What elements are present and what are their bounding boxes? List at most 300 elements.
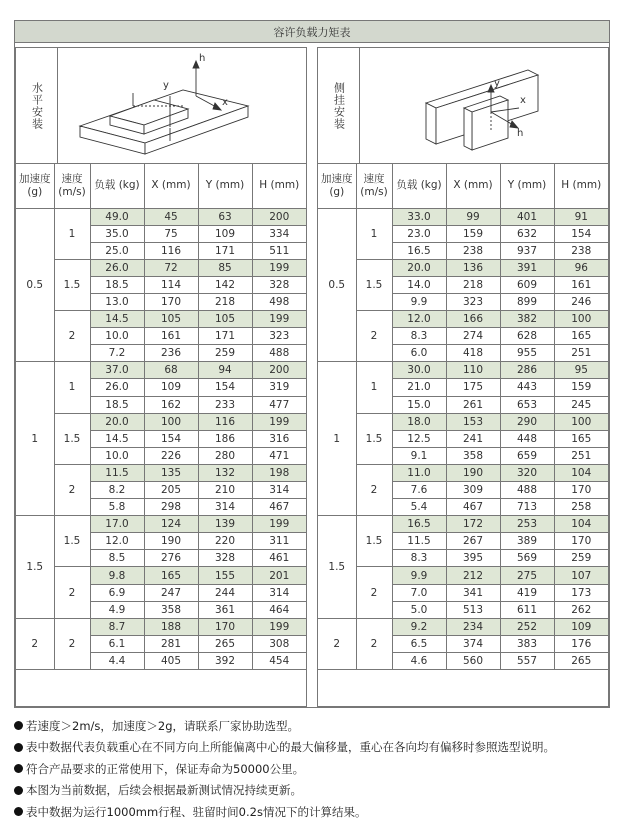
speed-cell: 1 bbox=[356, 362, 392, 413]
x-cell: 560 bbox=[446, 652, 500, 669]
speed-cell: 1 bbox=[54, 208, 90, 259]
x-cell: 175 bbox=[446, 379, 500, 396]
x-cell: 281 bbox=[144, 635, 198, 652]
y-cell: 105 bbox=[198, 311, 252, 328]
axis-label-x: x bbox=[520, 95, 526, 106]
h-cell: 477 bbox=[252, 396, 306, 413]
y-cell: 389 bbox=[500, 533, 554, 550]
load-cell: 4.6 bbox=[392, 652, 446, 669]
load-cell: 20.0 bbox=[392, 259, 446, 276]
speed-cell: 2 bbox=[356, 464, 392, 515]
x-cell: 68 bbox=[144, 362, 198, 379]
x-cell: 170 bbox=[144, 293, 198, 310]
bullet-icon bbox=[14, 786, 23, 795]
axis-label-x: x bbox=[222, 97, 228, 108]
h-cell: 201 bbox=[252, 567, 306, 584]
speed-cell: 2 bbox=[54, 464, 90, 515]
speed-cell: 1 bbox=[356, 208, 392, 259]
x-cell: 75 bbox=[144, 225, 198, 242]
x-cell: 105 bbox=[144, 311, 198, 328]
y-cell: 713 bbox=[500, 499, 554, 516]
x-cell: 276 bbox=[144, 550, 198, 567]
speed-cell: 2 bbox=[356, 311, 392, 362]
load-cell: 14.5 bbox=[90, 430, 144, 447]
y-cell: 170 bbox=[198, 618, 252, 635]
load-cell: 5.4 bbox=[392, 499, 446, 516]
h-cell: 265 bbox=[554, 652, 608, 669]
load-cell: 25.0 bbox=[90, 242, 144, 259]
h-cell: 199 bbox=[252, 413, 306, 430]
load-cell: 14.5 bbox=[90, 311, 144, 328]
x-cell: 161 bbox=[144, 328, 198, 345]
y-cell: 628 bbox=[500, 328, 554, 345]
y-cell: 116 bbox=[198, 413, 252, 430]
note-item bbox=[14, 801, 614, 823]
h-cell: 154 bbox=[554, 225, 608, 242]
column-header: X (mm) bbox=[144, 164, 198, 208]
table-row bbox=[16, 208, 306, 225]
speed-cell: 1.5 bbox=[356, 516, 392, 567]
h-cell: 165 bbox=[554, 430, 608, 447]
x-cell: 467 bbox=[446, 499, 500, 516]
y-cell: 401 bbox=[500, 208, 554, 225]
y-cell: 443 bbox=[500, 379, 554, 396]
panel-side bbox=[317, 47, 609, 707]
y-cell: 259 bbox=[198, 345, 252, 362]
h-cell: 159 bbox=[554, 379, 608, 396]
y-cell: 659 bbox=[500, 447, 554, 464]
load-cell: 33.0 bbox=[392, 208, 446, 225]
x-cell: 135 bbox=[144, 464, 198, 481]
h-cell: 323 bbox=[252, 328, 306, 345]
x-cell: 247 bbox=[144, 584, 198, 601]
h-cell: 319 bbox=[252, 379, 306, 396]
h-cell: 104 bbox=[554, 464, 608, 481]
y-cell: 361 bbox=[198, 601, 252, 618]
diagram-row bbox=[318, 48, 608, 164]
h-cell: 262 bbox=[554, 601, 608, 618]
side-mount-illustration bbox=[360, 48, 608, 164]
speed-cell: 2 bbox=[54, 567, 90, 618]
load-cell: 9.9 bbox=[392, 567, 446, 584]
y-cell: 419 bbox=[500, 584, 554, 601]
load-cell: 8.3 bbox=[392, 550, 446, 567]
h-cell: 488 bbox=[252, 345, 306, 362]
table-row bbox=[318, 208, 608, 225]
table-row bbox=[318, 618, 608, 635]
h-cell: 176 bbox=[554, 635, 608, 652]
load-cell: 20.0 bbox=[90, 413, 144, 430]
y-cell: 210 bbox=[198, 482, 252, 499]
load-cell: 7.0 bbox=[392, 584, 446, 601]
load-cell: 17.0 bbox=[90, 516, 144, 533]
h-cell: 511 bbox=[252, 242, 306, 259]
h-cell: 107 bbox=[554, 567, 608, 584]
table-row bbox=[16, 464, 306, 481]
x-cell: 241 bbox=[446, 430, 500, 447]
load-cell: 10.0 bbox=[90, 447, 144, 464]
load-moment-table bbox=[14, 20, 610, 708]
y-cell: 94 bbox=[198, 362, 252, 379]
bullet-icon bbox=[14, 721, 23, 730]
y-cell: 488 bbox=[500, 482, 554, 499]
y-cell: 383 bbox=[500, 635, 554, 652]
h-cell: 245 bbox=[554, 396, 608, 413]
y-cell: 955 bbox=[500, 345, 554, 362]
x-cell: 136 bbox=[446, 259, 500, 276]
h-cell: 308 bbox=[252, 635, 306, 652]
table-row bbox=[318, 516, 608, 533]
horizontal-mount-illustration bbox=[58, 48, 306, 164]
load-cell: 10.0 bbox=[90, 328, 144, 345]
h-cell: 199 bbox=[252, 311, 306, 328]
column-header: 速度 (m/s) bbox=[54, 164, 90, 208]
y-cell: 220 bbox=[198, 533, 252, 550]
axis-label-y: y bbox=[163, 80, 169, 91]
bullet-icon bbox=[14, 743, 23, 752]
load-cell: 5.0 bbox=[392, 601, 446, 618]
x-cell: 298 bbox=[144, 499, 198, 516]
acceleration-cell: 0.5 bbox=[318, 208, 356, 362]
y-cell: 155 bbox=[198, 567, 252, 584]
x-cell: 236 bbox=[144, 345, 198, 362]
acceleration-cell: 1.5 bbox=[16, 516, 54, 619]
load-cell: 8.3 bbox=[392, 328, 446, 345]
x-cell: 226 bbox=[144, 447, 198, 464]
x-cell: 218 bbox=[446, 276, 500, 293]
table-row bbox=[16, 413, 306, 430]
speed-cell: 2 bbox=[356, 567, 392, 618]
speed-cell: 2 bbox=[54, 311, 90, 362]
y-cell: 557 bbox=[500, 652, 554, 669]
column-header: H (mm) bbox=[554, 164, 608, 208]
x-cell: 166 bbox=[446, 311, 500, 328]
load-cell: 16.5 bbox=[392, 242, 446, 259]
h-cell: 454 bbox=[252, 652, 306, 669]
h-cell: 238 bbox=[554, 242, 608, 259]
speed-cell: 1.5 bbox=[54, 413, 90, 464]
speed-cell: 1.5 bbox=[356, 259, 392, 310]
column-header: 加速度 (g) bbox=[16, 164, 54, 208]
table-row bbox=[318, 464, 608, 481]
y-cell: 154 bbox=[198, 379, 252, 396]
note-item bbox=[14, 715, 614, 737]
y-cell: 171 bbox=[198, 328, 252, 345]
speed-cell: 1.5 bbox=[54, 516, 90, 567]
h-cell: 328 bbox=[252, 276, 306, 293]
y-cell: 142 bbox=[198, 276, 252, 293]
y-cell: 569 bbox=[500, 550, 554, 567]
load-cell: 23.0 bbox=[392, 225, 446, 242]
h-cell: 100 bbox=[554, 413, 608, 430]
speed-cell: 1.5 bbox=[356, 413, 392, 464]
load-cell: 12.5 bbox=[392, 430, 446, 447]
mount-label-cell bbox=[16, 48, 58, 164]
note-text: 符合产品要求的正常使用下，保证寿命为50000公里。 bbox=[26, 761, 305, 776]
bullet-icon bbox=[14, 764, 23, 773]
x-cell: 395 bbox=[446, 550, 500, 567]
table-row bbox=[318, 259, 608, 276]
x-cell: 190 bbox=[144, 533, 198, 550]
x-cell: 159 bbox=[446, 225, 500, 242]
y-cell: 252 bbox=[500, 618, 554, 635]
load-cell: 15.0 bbox=[392, 396, 446, 413]
h-cell: 246 bbox=[554, 293, 608, 310]
bullet-icon bbox=[14, 807, 23, 816]
y-cell: 937 bbox=[500, 242, 554, 259]
load-cell: 35.0 bbox=[90, 225, 144, 242]
note-item bbox=[14, 737, 614, 759]
load-cell: 37.0 bbox=[90, 362, 144, 379]
load-cell: 49.0 bbox=[90, 208, 144, 225]
load-cell: 9.8 bbox=[90, 567, 144, 584]
h-cell: 311 bbox=[252, 533, 306, 550]
y-cell: 186 bbox=[198, 430, 252, 447]
speed-cell: 2 bbox=[54, 618, 90, 669]
y-cell: 171 bbox=[198, 242, 252, 259]
acceleration-cell: 2 bbox=[16, 618, 54, 669]
load-cell: 9.9 bbox=[392, 293, 446, 310]
load-cell: 26.0 bbox=[90, 259, 144, 276]
data-table bbox=[16, 164, 306, 670]
h-cell: 100 bbox=[554, 311, 608, 328]
load-cell: 11.5 bbox=[90, 464, 144, 481]
x-cell: 162 bbox=[144, 396, 198, 413]
table-row bbox=[16, 362, 306, 379]
column-header: 速度 (m/s) bbox=[356, 164, 392, 208]
x-cell: 358 bbox=[144, 601, 198, 618]
y-cell: 632 bbox=[500, 225, 554, 242]
load-cell: 18.0 bbox=[392, 413, 446, 430]
x-cell: 153 bbox=[446, 413, 500, 430]
y-cell: 290 bbox=[500, 413, 554, 430]
load-cell: 18.5 bbox=[90, 276, 144, 293]
speed-cell: 1 bbox=[54, 362, 90, 413]
panel-horizontal bbox=[15, 47, 307, 707]
x-cell: 45 bbox=[144, 208, 198, 225]
y-cell: 286 bbox=[500, 362, 554, 379]
acceleration-cell: 1 bbox=[318, 362, 356, 516]
axis-label-h: h bbox=[199, 53, 206, 64]
h-cell: 104 bbox=[554, 516, 608, 533]
acceleration-cell: 1 bbox=[16, 362, 54, 516]
note-text: 表中数据为运行1000mm行程、驻留时间0.2s情况下的计算结果。 bbox=[26, 804, 367, 819]
y-cell: 392 bbox=[198, 652, 252, 669]
load-cell: 4.9 bbox=[90, 601, 144, 618]
y-cell: 63 bbox=[198, 208, 252, 225]
load-cell: 8.7 bbox=[90, 618, 144, 635]
x-cell: 124 bbox=[144, 516, 198, 533]
load-cell: 16.5 bbox=[392, 516, 446, 533]
speed-cell: 2 bbox=[356, 618, 392, 669]
load-cell: 4.4 bbox=[90, 652, 144, 669]
y-cell: 218 bbox=[198, 293, 252, 310]
column-header: Y (mm) bbox=[500, 164, 554, 208]
h-cell: 91 bbox=[554, 208, 608, 225]
h-cell: 170 bbox=[554, 482, 608, 499]
x-cell: 267 bbox=[446, 533, 500, 550]
y-cell: 233 bbox=[198, 396, 252, 413]
table-row bbox=[16, 311, 306, 328]
x-cell: 172 bbox=[446, 516, 500, 533]
acceleration-cell: 2 bbox=[318, 618, 356, 669]
x-cell: 116 bbox=[144, 242, 198, 259]
data-table bbox=[318, 164, 608, 670]
column-header: Y (mm) bbox=[198, 164, 252, 208]
table-row bbox=[16, 618, 306, 635]
h-cell: 199 bbox=[252, 618, 306, 635]
x-cell: 109 bbox=[144, 379, 198, 396]
h-cell: 170 bbox=[554, 533, 608, 550]
note-text: 表中数据代表负载重心在不同方向上所能偏离中心的最大偏移量，重心在各向均有偏移时参照选型说明。 bbox=[26, 740, 555, 755]
h-cell: 199 bbox=[252, 516, 306, 533]
x-cell: 110 bbox=[446, 362, 500, 379]
y-cell: 109 bbox=[198, 225, 252, 242]
load-cell: 13.0 bbox=[90, 293, 144, 310]
y-cell: 275 bbox=[500, 567, 554, 584]
load-cell: 6.5 bbox=[392, 635, 446, 652]
table-title: 容许负载力矩表 bbox=[15, 21, 609, 43]
load-cell: 6.0 bbox=[392, 345, 446, 362]
table-row bbox=[16, 567, 306, 584]
x-cell: 190 bbox=[446, 464, 500, 481]
x-cell: 238 bbox=[446, 242, 500, 259]
load-cell: 7.6 bbox=[392, 482, 446, 499]
horizontal-mount-diagram bbox=[58, 48, 306, 164]
x-cell: 274 bbox=[446, 328, 500, 345]
h-cell: 200 bbox=[252, 362, 306, 379]
h-cell: 198 bbox=[252, 464, 306, 481]
load-cell: 9.2 bbox=[392, 618, 446, 635]
x-cell: 234 bbox=[446, 618, 500, 635]
y-cell: 328 bbox=[198, 550, 252, 567]
h-cell: 334 bbox=[252, 225, 306, 242]
load-cell: 6.1 bbox=[90, 635, 144, 652]
load-cell: 5.8 bbox=[90, 499, 144, 516]
side-mount-diagram bbox=[360, 48, 608, 164]
load-cell: 12.0 bbox=[392, 311, 446, 328]
h-cell: 251 bbox=[554, 345, 608, 362]
load-cell: 8.5 bbox=[90, 550, 144, 567]
y-cell: 85 bbox=[198, 259, 252, 276]
axis-label-y: y bbox=[494, 78, 500, 89]
h-cell: 258 bbox=[554, 499, 608, 516]
load-cell: 26.0 bbox=[90, 379, 144, 396]
x-cell: 358 bbox=[446, 447, 500, 464]
load-cell: 9.1 bbox=[392, 447, 446, 464]
column-header: H (mm) bbox=[252, 164, 306, 208]
load-cell: 30.0 bbox=[392, 362, 446, 379]
h-cell: 316 bbox=[252, 430, 306, 447]
x-cell: 323 bbox=[446, 293, 500, 310]
table-row bbox=[318, 311, 608, 328]
table-row bbox=[16, 516, 306, 533]
h-cell: 467 bbox=[252, 499, 306, 516]
h-cell: 199 bbox=[252, 259, 306, 276]
notes-list bbox=[14, 715, 614, 823]
column-header: 负载 (kg) bbox=[392, 164, 446, 208]
note-text: 本图为当前数据，后续会根据最新测试情况持续更新。 bbox=[26, 783, 302, 798]
x-cell: 261 bbox=[446, 396, 500, 413]
load-cell: 6.9 bbox=[90, 584, 144, 601]
axis-label-h: h bbox=[517, 128, 524, 139]
note-item bbox=[14, 758, 614, 780]
y-cell: 391 bbox=[500, 259, 554, 276]
y-cell: 244 bbox=[198, 584, 252, 601]
y-cell: 611 bbox=[500, 601, 554, 618]
speed-cell: 1.5 bbox=[54, 259, 90, 310]
x-cell: 405 bbox=[144, 652, 198, 669]
h-cell: 109 bbox=[554, 618, 608, 635]
acceleration-cell: 0.5 bbox=[16, 208, 54, 362]
y-cell: 265 bbox=[198, 635, 252, 652]
table-row bbox=[318, 567, 608, 584]
diagram-row bbox=[16, 48, 306, 164]
h-cell: 314 bbox=[252, 584, 306, 601]
x-cell: 374 bbox=[446, 635, 500, 652]
column-header: 负载 (kg) bbox=[90, 164, 144, 208]
x-cell: 418 bbox=[446, 345, 500, 362]
y-cell: 320 bbox=[500, 464, 554, 481]
note-text: 若速度＞2m/s，加速度＞2g，请联系厂家协助选型。 bbox=[26, 718, 299, 733]
y-cell: 314 bbox=[198, 499, 252, 516]
y-cell: 653 bbox=[500, 396, 554, 413]
y-cell: 280 bbox=[198, 447, 252, 464]
x-cell: 205 bbox=[144, 482, 198, 499]
x-cell: 188 bbox=[144, 618, 198, 635]
h-cell: 165 bbox=[554, 328, 608, 345]
y-cell: 132 bbox=[198, 464, 252, 481]
h-cell: 161 bbox=[554, 276, 608, 293]
x-cell: 72 bbox=[144, 259, 198, 276]
y-cell: 609 bbox=[500, 276, 554, 293]
x-cell: 165 bbox=[144, 567, 198, 584]
load-cell: 21.0 bbox=[392, 379, 446, 396]
note-item bbox=[14, 780, 614, 802]
mount-label: 水平安装 bbox=[30, 82, 44, 130]
x-cell: 513 bbox=[446, 601, 500, 618]
load-cell: 11.5 bbox=[392, 533, 446, 550]
mount-label-cell bbox=[318, 48, 360, 164]
x-cell: 100 bbox=[144, 413, 198, 430]
y-cell: 382 bbox=[500, 311, 554, 328]
table-row bbox=[318, 362, 608, 379]
x-cell: 341 bbox=[446, 584, 500, 601]
y-cell: 899 bbox=[500, 293, 554, 310]
h-cell: 96 bbox=[554, 259, 608, 276]
h-cell: 259 bbox=[554, 550, 608, 567]
x-cell: 309 bbox=[446, 482, 500, 499]
y-cell: 253 bbox=[500, 516, 554, 533]
h-cell: 95 bbox=[554, 362, 608, 379]
y-cell: 448 bbox=[500, 430, 554, 447]
load-cell: 18.5 bbox=[90, 396, 144, 413]
acceleration-cell: 1.5 bbox=[318, 516, 356, 619]
h-cell: 314 bbox=[252, 482, 306, 499]
h-cell: 173 bbox=[554, 584, 608, 601]
h-cell: 461 bbox=[252, 550, 306, 567]
h-cell: 200 bbox=[252, 208, 306, 225]
h-cell: 471 bbox=[252, 447, 306, 464]
h-cell: 498 bbox=[252, 293, 306, 310]
h-cell: 251 bbox=[554, 447, 608, 464]
mount-label: 侧挂安装 bbox=[332, 82, 346, 130]
load-cell: 7.2 bbox=[90, 345, 144, 362]
x-cell: 114 bbox=[144, 276, 198, 293]
x-cell: 99 bbox=[446, 208, 500, 225]
load-cell: 8.2 bbox=[90, 482, 144, 499]
load-cell: 11.0 bbox=[392, 464, 446, 481]
